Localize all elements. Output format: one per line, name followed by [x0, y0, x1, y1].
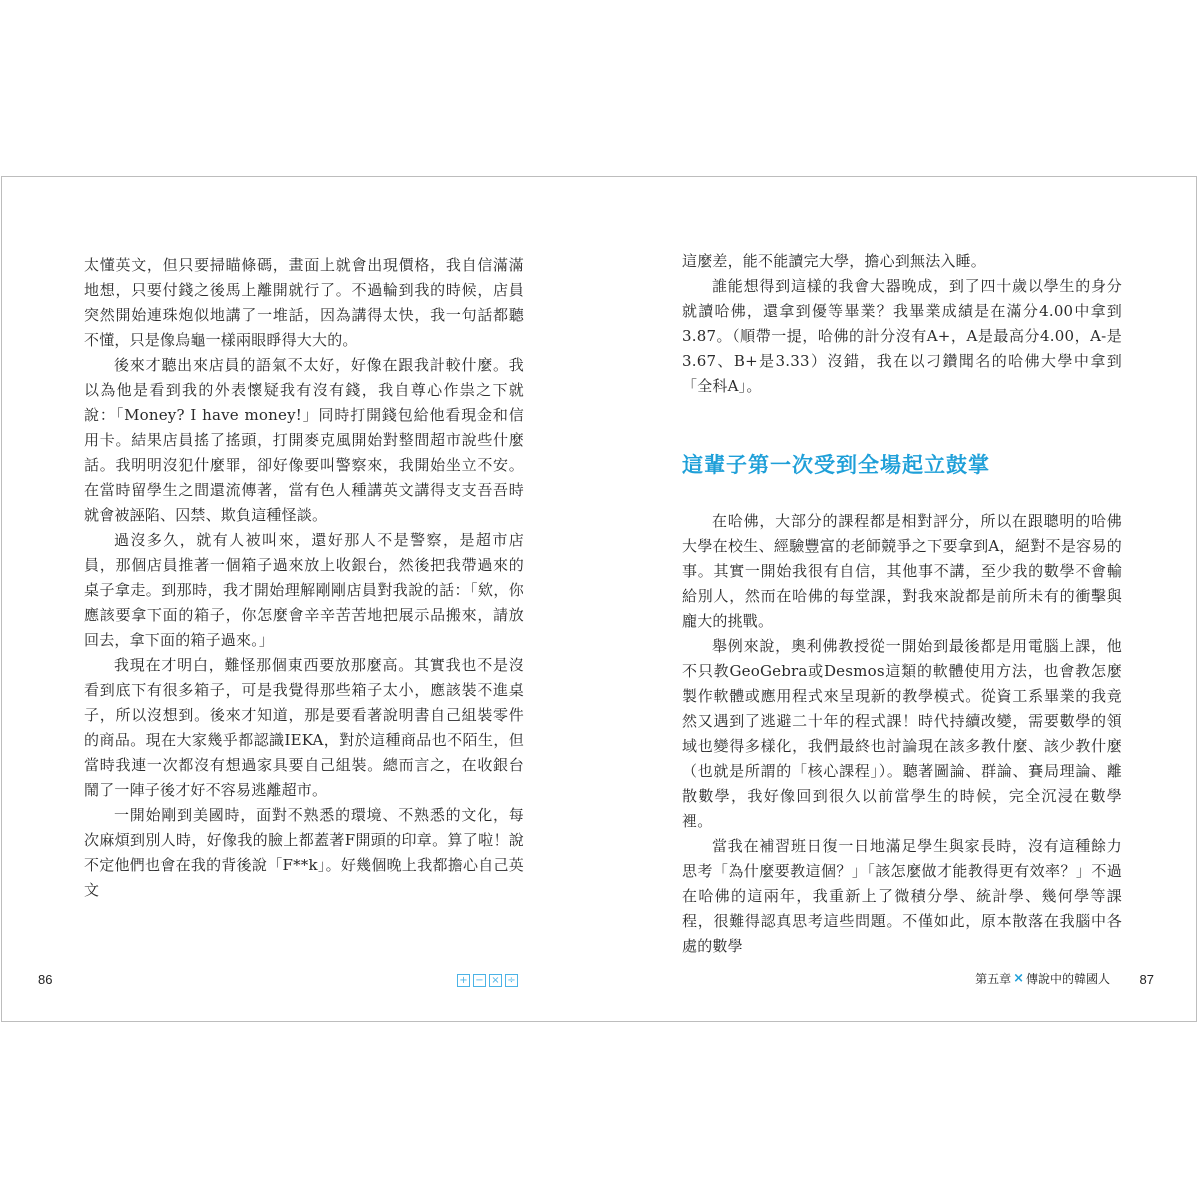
section-heading: 這輩子第一次受到全場起立鼓掌	[682, 453, 990, 477]
paragraph: 過沒多久，就有人被叫來，還好那人不是警察，是超市店員，那個店員推著一個箱子過來放上收銀台，然後把我帶過來的桌子拿走。到那時，我才開始理解剛剛店員對我說的話：「欸，你應該要拿下面的箱子，你怎麼會辛辛苦苦地把展示品搬來，請放回去，拿下面的箱子過來。」	[84, 531, 524, 649]
paragraph: 當我在補習班日復一日地滿足學生與家長時，沒有這種餘力思考「為什麼要教這個？」「該怎麼做才能教得更有效率？」不過在哈佛的這兩年，我重新上了微積分學、統計學、幾何學等課程，很難得認真思考這些問題。不僅如此，原本散落在我腦中各處的數學	[682, 837, 1122, 955]
paragraph: 這麼差，能不能讀完大學，擔心到無法入睡。	[682, 252, 987, 270]
minus-icon: −	[473, 974, 486, 987]
paragraph: 舉例來說，奧利佛教授從一開始到最後都是用電腦上課，他不只教GeoGebra或Desmos這類的軟體使用方法，也會教怎麼製作軟體或應用程式來呈現新的教學模式。從資工系畢業的我竟然又遇到了逃避二十年的程式課！時代持續改變，需要數學的領域也變得多樣化，我們最終也討論現在該多教什麼、該少教什麼（也就是所謂的「核心課程」）。聽著圖論、群論、賽局理論、離散數學，我好像回到很久以前當學生的時候，完全沉浸在數學裡。	[682, 637, 1122, 830]
paragraph: 誰能想得到這樣的我會大器晚成，到了四十歲以學生的身分就讀哈佛，還拿到優等畢業？我畢業成績是在滿分4.00中拿到3.87。（順帶一提，哈佛的計分沒有A+，A是最高分4.00，A-是3.67、B+是3.33）沒錯，我在以刁鑽聞名的哈佛大學中拿到「全科A」。	[682, 277, 1122, 395]
paragraph: 一開始剛到美國時，面對不熟悉的環境、不熟悉的文化，每次麻煩到別人時，好像我的臉上都蓋著F開頭的印章。算了啦！說不定他們也會在我的背後說「F**k」。好幾個晚上我都擔心自己英文	[84, 806, 524, 899]
book-spread	[1, 176, 1197, 1022]
paragraph: 在哈佛，大部分的課程都是相對評分，所以在跟聰明的哈佛大學在校生、經驗豐富的老師競爭之下要拿到A，絕對不是容易的事。其實一開始我很有自信，其他事不講，至少我的數學不會輸給別人，然而在哈佛的每堂課，對我來說都是前所未有的衝擊與龐大的挑戰。	[682, 512, 1122, 630]
chapter-label: 第五章	[975, 972, 1012, 986]
left-body-text	[84, 253, 524, 903]
times-icon: ×	[1013, 971, 1024, 986]
paragraph: 後來才聽出來店員的語氣不太好，好像在跟我計較什麼。我以為他是看到我的外表懷疑我有沒有錢，我自尊心作祟之下就說：「Money? I have money!」同時打開錢包給他看現金和信用卡。結果店員搖了搖頭，打開麥克風開始對整間超市說些什麼話。我明明沒犯什麼罪，卻好像要叫警察來，我開始坐立不安。在當時留學生之間還流傳著，當有色人種講英文講得支支吾吾時就會被誣陷、囚禁、欺負這種怪談。	[84, 356, 524, 524]
paragraph: 我現在才明白，難怪那個東西要放那麼高。其實我也不是沒看到底下有很多箱子，可是我覺得那些箱子太小，應該裝不進桌子，所以沒想到。後來才知道，那是要看著說明書自己組裝零件的商品。現在大家幾乎都認識IEKA，對於這種商品也不陌生，但當時我連一次都沒有想過家具要自己組裝。總而言之，在收銀台鬧了一陣子後才好不容易逃離超市。	[84, 656, 524, 799]
left-page	[2, 177, 600, 1021]
plus-icon: +	[457, 974, 470, 987]
right-body-text	[682, 249, 1122, 959]
page-number-left: 86	[38, 972, 53, 987]
footer-math-icons	[457, 974, 518, 987]
right-page	[600, 177, 1198, 1021]
running-head	[975, 970, 1110, 987]
paragraph: 太懂英文，但只要掃瞄條碼，畫面上就會出現價格，我自信滿滿地想，只要付錢之後馬上離開就行了。不過輪到我的時候，店員突然開始連珠炮似地講了一堆話，因為講得太快，我一句話都聽不懂，只是像烏龜一樣兩眼睜得大大的。	[84, 256, 524, 349]
times-icon: ×	[489, 974, 502, 987]
divide-icon: ÷	[505, 974, 518, 987]
page-number-right: 87	[1139, 972, 1154, 987]
chapter-title: 傳說中的韓國人	[1025, 972, 1110, 986]
